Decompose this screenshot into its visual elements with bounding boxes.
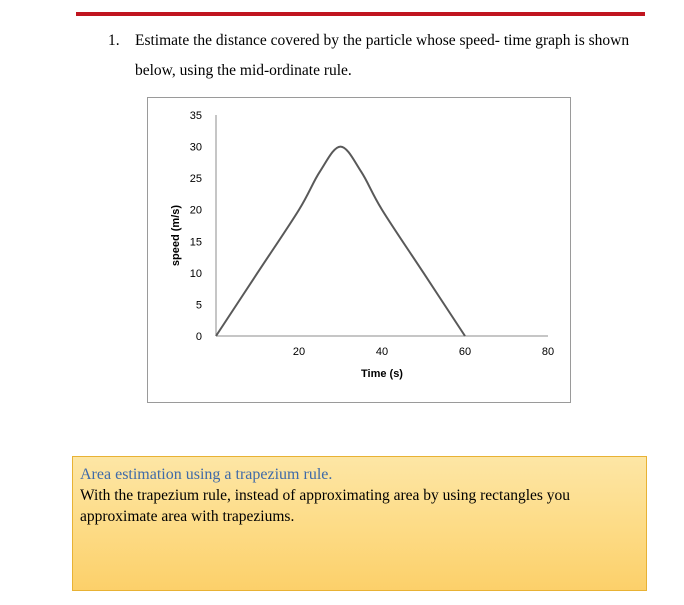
callout-title: Area estimation using a trapezium rule. xyxy=(80,466,333,483)
trapezium-rule-callout xyxy=(72,456,647,591)
y-axis-title: speed (m/s) xyxy=(170,204,182,267)
x-tick-label: 80 xyxy=(541,346,555,358)
y-tick-label: 25 xyxy=(189,173,202,186)
chart-canvas xyxy=(148,98,570,402)
y-tick-label: 20 xyxy=(189,204,202,217)
x-axis-title: Time (s) xyxy=(361,368,403,380)
top-divider xyxy=(76,12,645,16)
x-tick-label: 40 xyxy=(375,346,389,358)
y-tick-label: 5 xyxy=(195,299,202,312)
speed-series-line xyxy=(216,147,465,336)
callout-body: With the trapezium rule, instead of approximating area by using rectangles you approximate area with trapeziums. xyxy=(80,487,571,525)
question-text: Estimate the distance covered by the particle whose speed- time graph is shown below, using the mid-ordinate rule. xyxy=(135,32,630,79)
y-tick-label: 15 xyxy=(189,236,202,249)
y-tick-label: 35 xyxy=(189,110,202,122)
speed-time-chart xyxy=(147,97,571,403)
x-tick-label: 20 xyxy=(292,346,306,358)
question-number: 1. xyxy=(108,32,120,49)
y-tick-label: 30 xyxy=(189,141,202,154)
y-tick-label: 0 xyxy=(195,331,202,343)
y-tick-label: 10 xyxy=(189,267,202,280)
x-tick-label: 60 xyxy=(458,346,472,358)
